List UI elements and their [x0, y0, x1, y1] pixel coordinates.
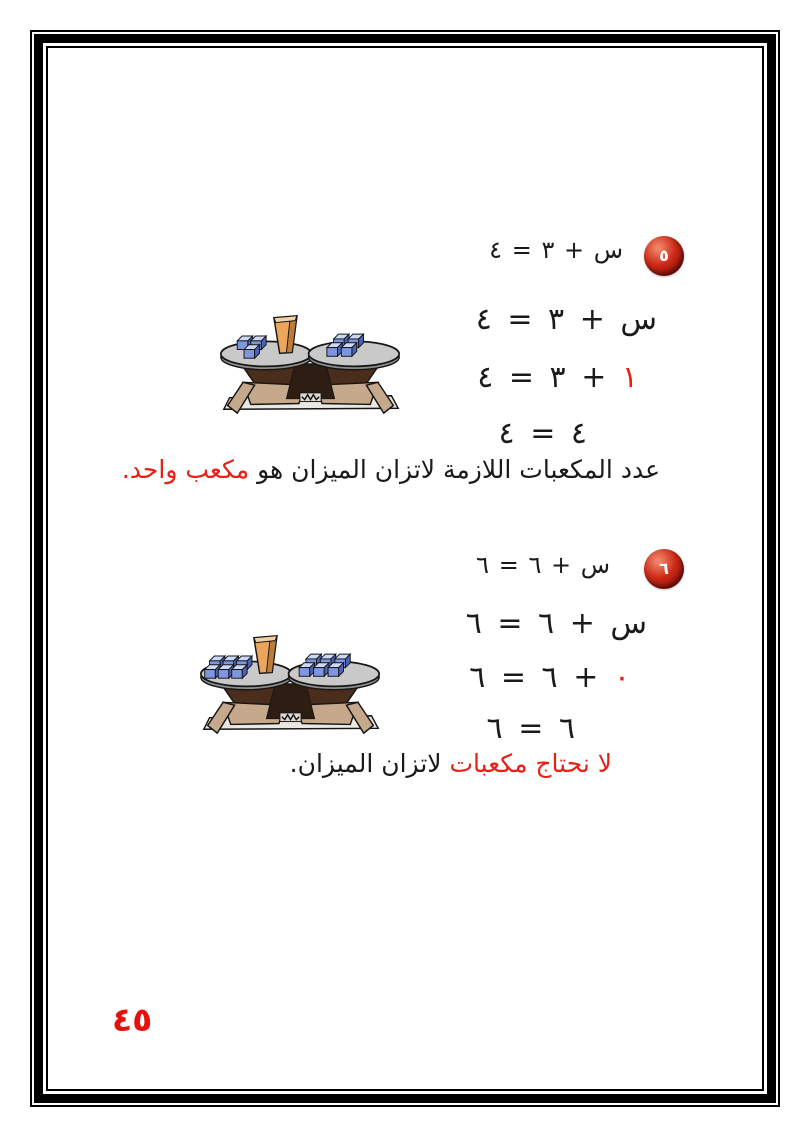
problem-5-step-1: س + ٣ = ٤ [475, 302, 657, 337]
problem-6-step-2: ٠ + ٦ = ٦ [469, 660, 630, 695]
problem-6-step-1: س + ٦ = ٦ [465, 606, 647, 641]
balance-scale-illustration-1 [218, 309, 403, 418]
page-number: ٤٥ [112, 1000, 153, 1039]
problem-6-number-badge [644, 549, 684, 589]
problem-6-number: ٦ [659, 559, 669, 578]
problem-5-number-badge [644, 236, 684, 276]
problem-5-step-3: ٤ = ٤ [498, 416, 587, 451]
problem-5-header-equation: س + ٣ = ٤ [489, 236, 623, 264]
problem-6-header-equation: س + ٦ = ٦ [476, 551, 610, 579]
problem-6-step-3: ٦ = ٦ [486, 711, 575, 746]
problem-5-number: ٥ [659, 246, 669, 265]
problem-6-answer-caption: لا نحتاج مكعبات لاتزان الميزان. [289, 749, 612, 778]
problem-5-step-2: ١ + ٣ = ٤ [477, 360, 638, 395]
balance-scale-illustration-2 [198, 629, 383, 738]
problem-5-answer-caption: عدد المكعبات اللازمة لاتزان الميزان هو مكعب واحد. [121, 455, 660, 484]
